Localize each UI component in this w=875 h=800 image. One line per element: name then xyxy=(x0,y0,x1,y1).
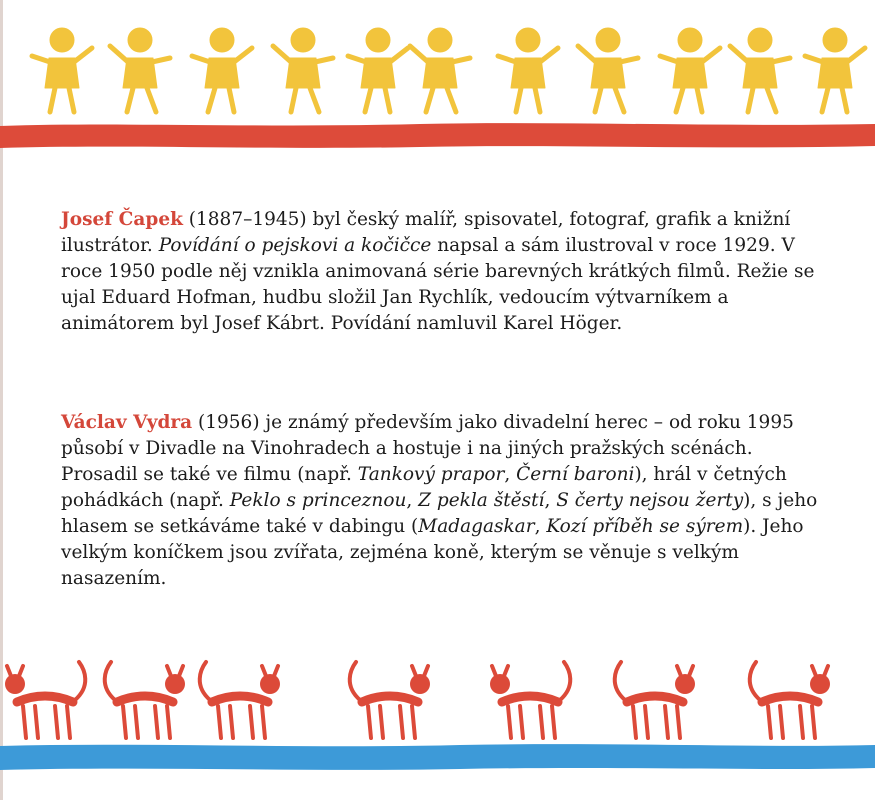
text-span: , xyxy=(504,464,517,485)
dog-figure xyxy=(350,662,430,738)
film-title: Z pekla štěstí xyxy=(418,490,545,511)
text-span: , xyxy=(534,516,547,537)
text-span: napsal a sám ilustroval v roce 1929. V roce 1950 podle něj vznikla animovaná série barevných krátkých filmů. Režie se ujal Eduard Hofman, hudbu složil Jan Rychlík, vedoucím výtvarníkem a animátorem byl Josef Kábrt. Povídání namluvil Karel Höger. xyxy=(61,235,815,334)
text-span: ). Jeho velkým koníčkem jsou zvířata, zejména koně, kterým se věnuje s velkým nasazením. xyxy=(61,516,804,589)
child-figure xyxy=(192,28,252,112)
red-stripe-top xyxy=(0,123,875,148)
dog-figure xyxy=(5,662,85,738)
film-title: S čerty nejsou žerty xyxy=(556,490,744,511)
child-figure xyxy=(805,28,865,112)
child-figure xyxy=(32,28,92,112)
text-span: ), s jeho hlasem se setkáváme také v dabingu ( xyxy=(61,490,818,537)
red-dogs-row xyxy=(5,662,830,738)
text-span: , xyxy=(544,490,557,511)
text-span: (1887–1945) byl český malíř, spisovatel, fotograf, grafik a knižní ilustrátor. xyxy=(61,209,791,256)
book-title: Povídání o pejskovi a kočičce xyxy=(158,235,432,256)
child-figure xyxy=(410,28,470,112)
child-figure xyxy=(498,28,558,112)
dog-figure xyxy=(615,662,695,738)
film-title: Peklo s princeznou xyxy=(229,490,407,511)
paragraph-vydra xyxy=(61,410,821,592)
yellow-figures-row xyxy=(32,28,865,112)
child-figure xyxy=(730,28,790,112)
text-span: ), hrál v četných pohádkách (např. xyxy=(61,464,787,511)
dog-figure xyxy=(490,662,570,738)
paragraph-capek xyxy=(61,207,821,337)
bottom-illustration xyxy=(0,650,875,800)
narrator-name-vydra: Václav Vydra xyxy=(61,412,193,433)
dog-figure xyxy=(750,662,830,738)
dog-figure xyxy=(200,662,280,738)
child-figure xyxy=(660,28,720,112)
author-name-capek: Josef Čapek xyxy=(61,209,183,230)
film-title: Madagaskar xyxy=(418,516,535,537)
child-figure xyxy=(273,28,333,112)
film-title: Tankový prapor xyxy=(357,464,505,485)
child-figure xyxy=(578,28,638,112)
text-span: , xyxy=(406,490,419,511)
text-span: (1956) je známý především jako divadelní herec – od roku 1995 působí v Divadle na Vinohradech a hostuje i na jiných pražských scénách. Prosadil se také ve filmu (např. xyxy=(61,412,794,485)
film-title: Černí baroni xyxy=(516,464,635,485)
dog-figure xyxy=(105,662,185,738)
film-title: Kozí příběh se sýrem xyxy=(546,516,744,537)
child-figure xyxy=(348,28,408,112)
child-figure xyxy=(110,28,170,112)
blue-stripe-bottom xyxy=(0,744,875,770)
top-illustration xyxy=(0,0,875,160)
